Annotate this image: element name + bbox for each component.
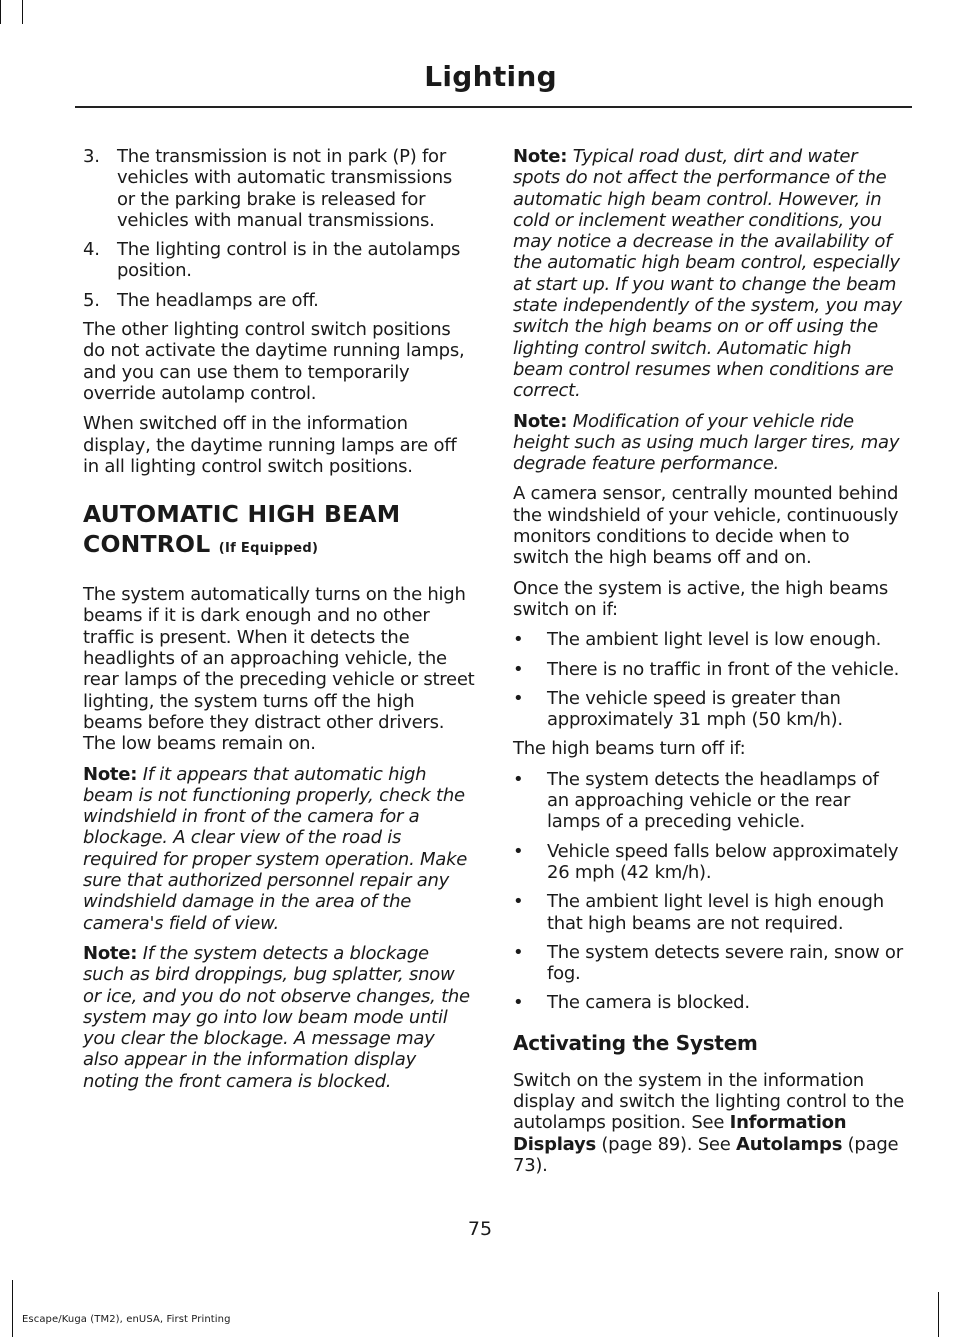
note [83,943,475,1092]
cross-reference-link[interactable]: Autolamps [736,1133,843,1155]
header-divider [75,106,912,108]
bullet-icon: • [513,658,524,680]
numbered-item [83,146,475,231]
activate-text: Switch on the system in the information display and switch the lighting control to the autolamps position. See [513,1069,905,1134]
bullet-text: Vehicle speed falls below approximately 26 mph (42 km/h). [547,840,899,883]
paragraph: When switched off in the information display, the daytime running lamps are off in all lighting control switch positions. [83,413,457,477]
note [513,411,905,475]
note-label: Note: [513,410,568,432]
item-text: The headlamps are off. [117,289,319,311]
heading-qualifier: (If Equipped) [218,541,319,557]
numbered-item [83,290,475,311]
bullet-item [513,659,905,680]
note-label: Note: [83,763,138,785]
item-number: 5. [83,289,100,311]
bullet-text: The system detects the headlamps of an approaching vehicle or the rear lamps of a preceding vehicle. [547,768,879,833]
paragraph: A camera sensor, centrally mounted behind the windshield of your vehicle, continuously monitors conditions to decide when to switch the high beams off and on. [513,483,899,569]
note-text: If the system detects a blockage such as bird droppings, bug splatter, snow or ice, and you do not observe changes, the system may go into low beam mode until you clear the blockage. A message may also appear in the information display noting the front camera is blocked. [83,942,470,1092]
bullet-item [513,942,905,985]
item-number: 4. [83,239,100,261]
bullet-text: The ambient light level is high enough that high beams are not required. [547,891,884,934]
bullet-icon: • [513,768,524,790]
paragraph: Once the system is active, the high beams switch on if: [513,577,889,620]
paragraph [513,1070,905,1176]
bullet-item [513,629,905,650]
note-text: If it appears that automatic high beam is not functioning properly, check the windshield in front of the camera for a blockage. A clear view of the road is required for proper system operation. Make sure that authorized personnel repair any windshield damage in the area of the camera's field of view. [83,763,468,934]
left-column [83,146,475,1101]
edition-footer: Escape/Kuga (TM2), enUSA, First Printing [22,1314,231,1325]
bullet-text: The system detects severe rain, snow or fog. [547,941,903,985]
item-text: The transmission is not in park (P) for vehicles with automatic transmissions or the parking brake is released for vehicles with manual transmissions. [117,146,452,231]
paragraph: The high beams turn off if: [513,738,746,760]
note-label: Note: [83,942,138,964]
bullet-item [513,891,905,934]
crop-mark-top-left-v [22,0,23,24]
bullet-icon: • [513,840,524,862]
bullet-icon: • [513,891,524,913]
bullet-item [513,769,905,833]
bullet-item [513,688,905,731]
bullet-text: There is no traffic in front of the vehicle. [547,658,900,680]
paragraph: The other lighting control switch positions do not activate the daytime running lamps, and you can use them to temporarily override autolamp control. [83,319,465,404]
bullet-text: The vehicle speed is greater than approximately 31 mph (50 km/h). [547,687,843,731]
note-text: Typical road dust, dirt and water spots do not affect the performance of the automatic high beam control. However, in cold or inclement weather conditions, you may notice a decrease in the availability of the automatic high beam control, especially at start up. If you want to change the beam state independently of the system, you may switch the high beams on or off using the lighting control switch. Automatic high beam control resumes when conditions are correct. [513,146,902,402]
subsection-heading: Activating the System [513,1030,758,1055]
bullet-icon: • [513,992,524,1014]
activate-text: (page 89). See [595,1133,737,1155]
bullet-item [513,841,905,884]
heading-line-2: CONTROL [83,530,211,559]
crop-mark-top-left [0,0,1,24]
page-number: 75 [467,1218,493,1240]
crop-mark-bottom-right [938,1292,939,1337]
note-label: Note: [513,146,568,167]
cross-reference-link[interactable]: Information Displays [513,1112,847,1155]
note [83,764,475,934]
bullet-icon: • [513,687,524,709]
crop-mark-bottom-left [12,1280,13,1337]
item-text: The lighting control is in the autolamps position. [117,239,461,282]
bullet-text: The ambient light level is low enough. [547,629,882,651]
bullet-text: The camera is blocked. [547,992,750,1014]
item-number: 3. [83,146,100,167]
right-column [513,146,905,1185]
note [513,146,905,402]
paragraph: The system automatically turns on the high beams if it is dark enough and no other traffic is present. When it detects the headlights of an approaching vehicle, the rear lamps of the preceding vehicle or street lighting, the system turns off the high beams before they distract other drivers. The low beams remain on. [83,584,475,755]
activate-text: (page 73). [513,1133,899,1176]
heading-line-1: AUTOMATIC HIGH BEAM [83,500,401,529]
bullet-icon: • [513,629,524,651]
bullet-icon: • [513,941,524,963]
note-text: Modification of your vehicle ride height such as using much larger tires, may degrade feature performance. [513,410,900,475]
page-title: Lighting [424,60,557,93]
numbered-item [83,239,475,282]
section-heading [83,499,475,564]
bullet-item [513,992,905,1013]
